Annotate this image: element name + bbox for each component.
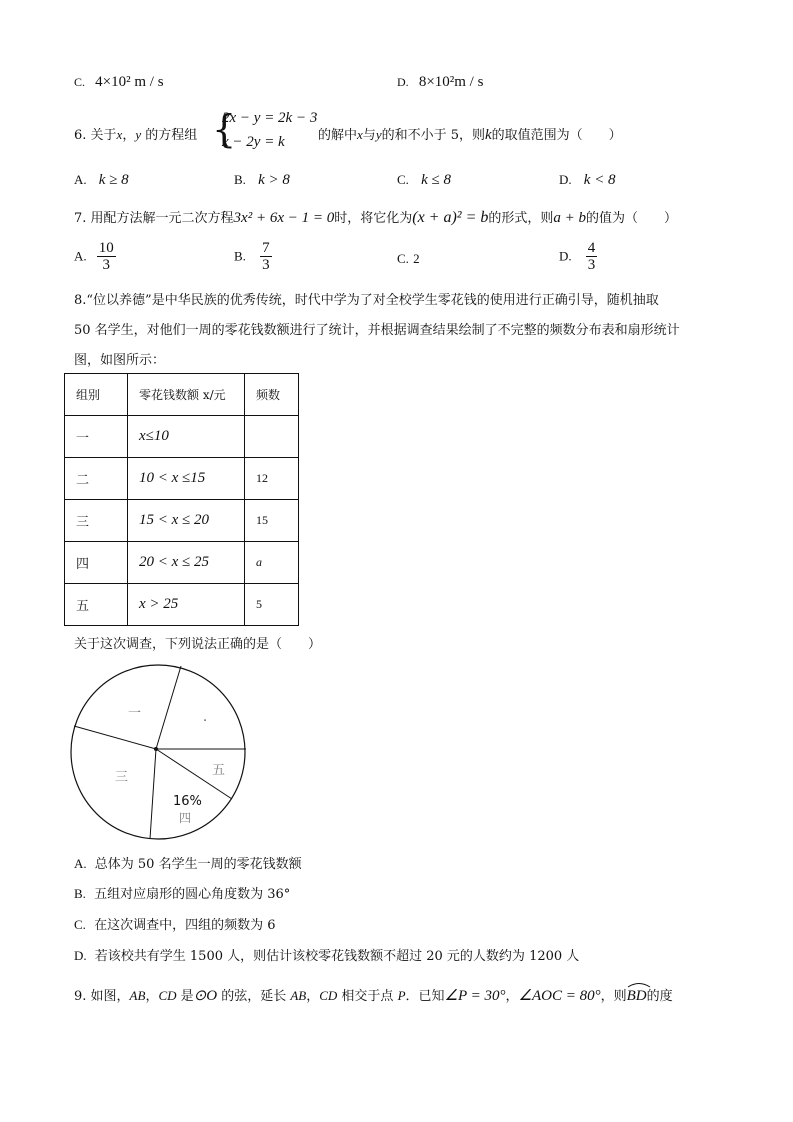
- cell-frequency: 5: [245, 584, 299, 626]
- header-group: 组别: [65, 374, 128, 416]
- header-amount: 零花钱数额 x/元: [128, 374, 245, 416]
- pie-label-group-3: 三: [115, 770, 129, 785]
- option-value: k ≤ 8: [421, 172, 451, 188]
- fraction: [97, 240, 116, 273]
- option-value: k > 8: [258, 172, 290, 188]
- cell-group: 五: [65, 584, 128, 626]
- segment-cd: CD: [158, 988, 177, 1003]
- option-text: 五组对应扇形的圆心角度数为 36°: [94, 887, 291, 902]
- q9-text-d: 相交于点: [337, 989, 398, 1004]
- q7-expr: a + b: [553, 210, 587, 226]
- var-x: x: [357, 127, 363, 142]
- var-x: x: [116, 127, 123, 142]
- q8-line-2: 50 名学生，对他们一周的零花钱数额进行了统计，并根据调查结果绘制了不完整的频数分布表和扇形统计: [74, 323, 680, 338]
- option-text: 总体为 50 名学生一周的零花钱数额: [94, 857, 302, 872]
- system-brace: {: [212, 107, 237, 151]
- q6-stem-start: [74, 124, 197, 143]
- comma: ，: [306, 989, 320, 1004]
- fraction: [260, 240, 272, 273]
- cell-amount: x > 25: [128, 584, 245, 626]
- option-text: 若该校共有学生 1500 人，则估计该校零花钱数额不超过 20 元的人数约为 1200 人: [94, 949, 580, 964]
- cell-frequency: [245, 416, 299, 458]
- q8-option-a: [74, 853, 302, 872]
- q8-line-1: 8.“位以养德”是中华民族的优秀传统，时代中学为了对全校学生零花钱的使用进行正确引导，随机抽取: [74, 293, 659, 308]
- pie-chart: [70, 663, 252, 843]
- header-frequency: 频数: [245, 374, 299, 416]
- cell-group: 四: [65, 542, 128, 584]
- comma: ，: [505, 989, 519, 1004]
- cell-amount: 10 < x ≤15: [128, 458, 245, 500]
- option-letter: B.: [234, 248, 246, 264]
- pie-label-group-2: ·: [203, 714, 208, 729]
- q6-option-b: [234, 172, 290, 189]
- arc-label: BD: [626, 988, 647, 1004]
- equation-1: 2x − y = 2k − 3: [222, 110, 318, 126]
- q7-end: 的值为（ ）: [586, 211, 678, 226]
- q6-option-a: [74, 172, 129, 189]
- cell-amount: 15 < x ≤ 20: [128, 500, 245, 542]
- q6-end: 的取值范围为（ ）: [491, 128, 622, 143]
- option-letter: D.: [74, 948, 87, 963]
- q7-mid: 时，将它化为: [334, 211, 413, 226]
- option-letter: C.: [397, 251, 409, 266]
- option-value: 4×10² m / s: [95, 74, 164, 90]
- table-row: [65, 500, 299, 542]
- q7-option-d: [559, 240, 597, 273]
- numerator: 4: [587, 240, 596, 256]
- fraction: [586, 240, 598, 273]
- cell-frequency: 15: [245, 500, 299, 542]
- q7-option-a: [74, 240, 116, 273]
- equation-2: x − 2y = k: [222, 134, 285, 150]
- q9-text-f: ，则: [600, 989, 627, 1004]
- pie-label-group-4: 四: [179, 811, 192, 825]
- option-letter: D.: [559, 248, 572, 264]
- q7-option-c: [397, 251, 420, 267]
- table-row: [65, 416, 299, 458]
- numerator: 7: [262, 240, 270, 256]
- angle-aoc: ∠AOC = 80°: [518, 988, 601, 1004]
- option-letter: A.: [74, 248, 87, 264]
- q7-stem: [74, 207, 677, 227]
- pie-divider: [156, 666, 181, 749]
- circle-o: ⊙O: [193, 988, 218, 1004]
- denominator: 3: [587, 257, 596, 273]
- table-header-row: [65, 374, 299, 416]
- q9-text-a: 9. 如图，: [74, 989, 130, 1004]
- option-letter: A.: [74, 856, 87, 871]
- segment-ab: AB: [290, 988, 307, 1003]
- q7-mid2: 的形式，则: [488, 211, 554, 226]
- angle-p: ∠P = 30°: [444, 988, 506, 1004]
- segment-cd: CD: [319, 988, 338, 1003]
- q5-option-c: [74, 74, 164, 91]
- q5-option-d: [397, 74, 483, 91]
- point-p: P: [397, 988, 406, 1003]
- q7-equation: 3x² + 6x − 1 = 0: [233, 210, 335, 226]
- cell-amount: x≤10: [128, 416, 245, 458]
- separator: ，: [122, 128, 136, 143]
- pie-divider: [150, 749, 156, 839]
- segment-ab: AB: [129, 988, 146, 1003]
- q9-text-e: ．已知: [405, 989, 445, 1004]
- option-letter: D.: [397, 75, 409, 89]
- cell-group: 二: [65, 458, 128, 500]
- pie-label-group-1: 一: [128, 706, 142, 721]
- q9-text-c: 的弦，延长: [217, 989, 291, 1004]
- option-value: 8×10²m / s: [418, 74, 484, 90]
- q8-option-c: [74, 914, 275, 933]
- table-row: [65, 584, 299, 626]
- var-y: y: [135, 127, 142, 142]
- q6-suffix-a: 的解中: [318, 128, 358, 143]
- option-letter: C.: [74, 917, 86, 932]
- option-value: k ≥ 8: [98, 172, 129, 188]
- q6-suffix-b: 与: [362, 128, 376, 143]
- option-letter: C.: [74, 75, 86, 89]
- denominator: 3: [262, 257, 270, 273]
- option-text: 在这次调查中，四组的频数为 6: [94, 918, 276, 933]
- option-letter: D.: [559, 172, 572, 187]
- q8-option-b: [74, 883, 290, 902]
- q6-option-d: [559, 172, 616, 189]
- q9-text-b: 是: [176, 989, 194, 1004]
- cell-group: 一: [65, 416, 128, 458]
- pie-label-group-5: 五: [212, 763, 226, 778]
- option-value: k < 8: [583, 172, 616, 188]
- frequency-table: [64, 373, 299, 626]
- q8-option-d: [74, 945, 579, 964]
- arc-bd: [627, 984, 647, 1005]
- q7-option-b: [234, 240, 272, 273]
- q8-question: 关于这次调查，下列说法正确的是（ ）: [74, 637, 322, 652]
- numerator: 10: [98, 240, 114, 256]
- denominator: 3: [102, 257, 111, 273]
- option-letter: C.: [397, 172, 409, 187]
- pie-outline: [71, 665, 245, 839]
- cell-group: 三: [65, 500, 128, 542]
- comma: ，: [145, 989, 159, 1004]
- q6-prefix: 6. 关于: [74, 128, 117, 143]
- pie-label-group-4-percent: 16%: [173, 794, 202, 809]
- option-letter: A.: [74, 172, 87, 187]
- q9-stem: [74, 984, 673, 1005]
- option-value: 2: [413, 251, 420, 266]
- q6-mid: 的方程组: [141, 128, 198, 143]
- pie-divider: [74, 726, 156, 749]
- q6-suffix-c: 的和不小于 5，则: [381, 128, 485, 143]
- q6-option-c: [397, 172, 451, 189]
- table-row: [65, 542, 299, 584]
- pie-center: [154, 747, 158, 751]
- q6-stem-end: [318, 124, 622, 144]
- q8-line-3: 图，如图所示：: [74, 353, 166, 368]
- q7-form: (x + a)² = b: [412, 209, 489, 226]
- arc-mark-icon: [627, 982, 651, 988]
- var-y: y: [375, 127, 382, 142]
- option-letter: B.: [234, 172, 246, 187]
- cell-frequency: 12: [245, 458, 299, 500]
- q7-prefix: 7. 用配方法解一元二次方程: [74, 211, 234, 226]
- table-row: [65, 458, 299, 500]
- q9-text-g: 的度: [646, 989, 673, 1004]
- var-k: k: [485, 127, 492, 143]
- cell-amount: 20 < x ≤ 25: [128, 542, 245, 584]
- option-letter: B.: [74, 886, 86, 901]
- cell-frequency: a: [245, 542, 299, 584]
